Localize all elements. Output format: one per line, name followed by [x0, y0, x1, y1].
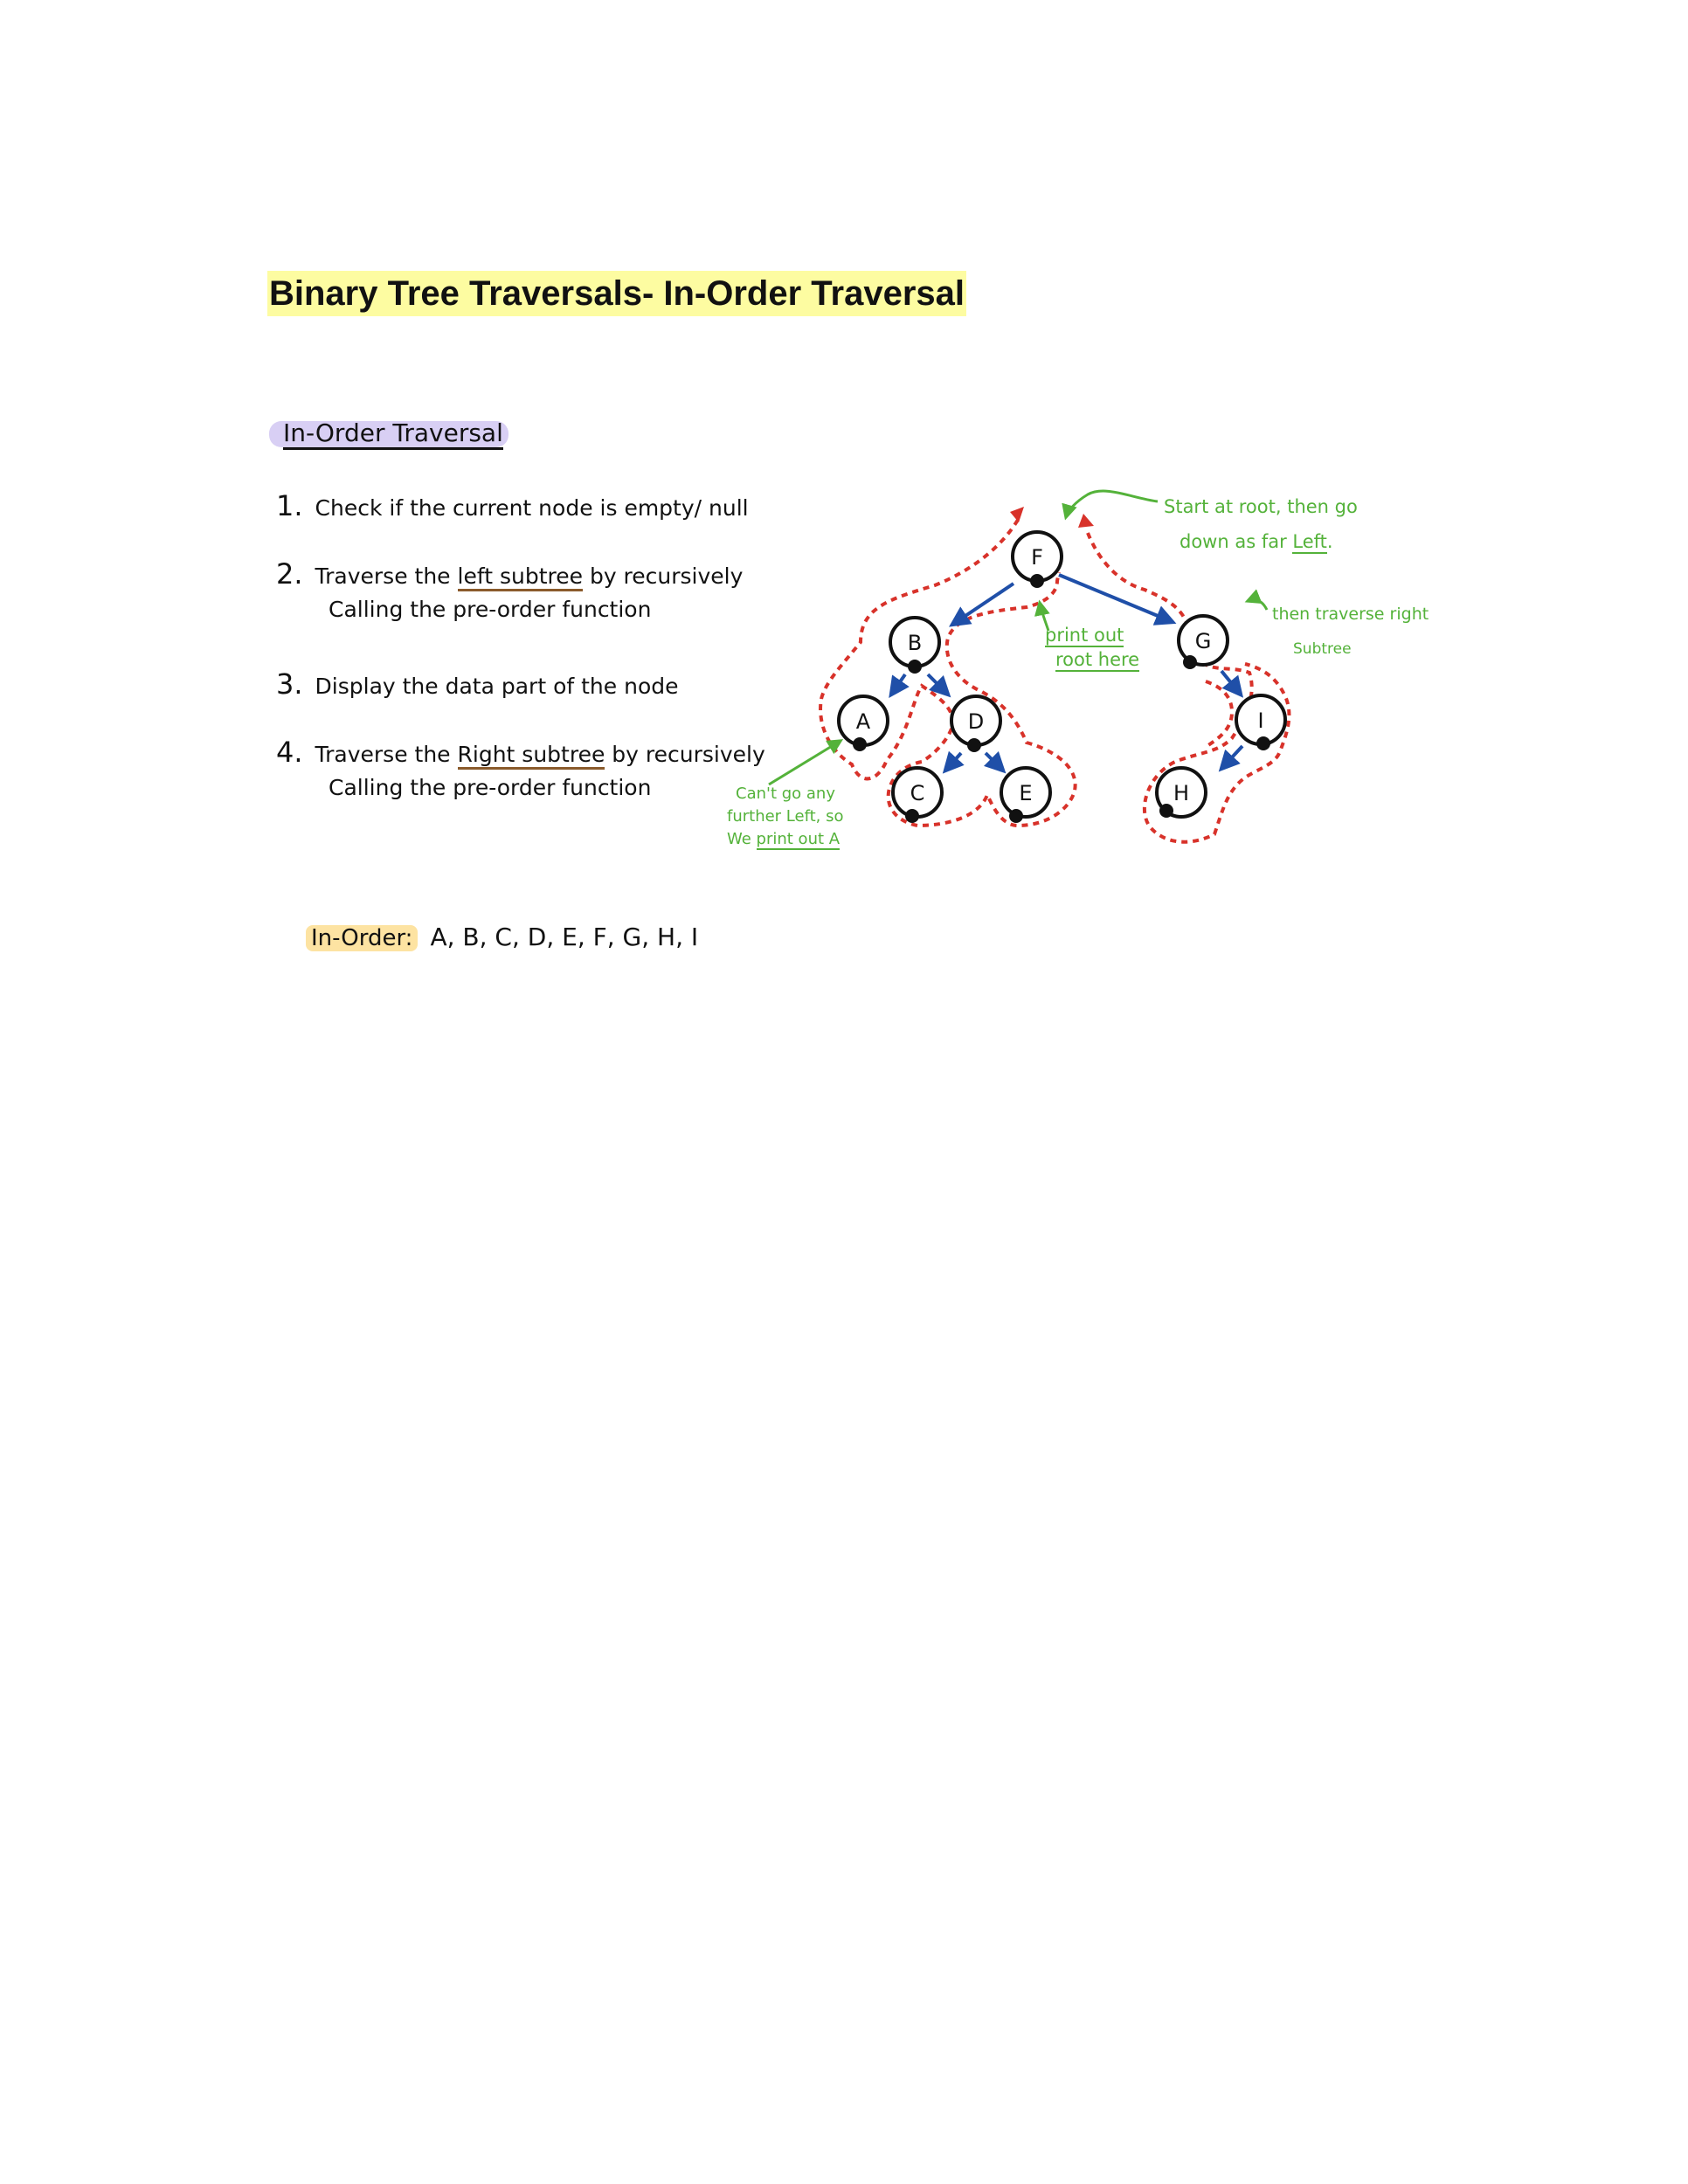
- annotation-cant-go-2: [727, 805, 844, 828]
- edge-f-b: [952, 584, 1013, 625]
- node-label: C: [910, 781, 925, 805]
- tree-node-a: [839, 696, 888, 751]
- page-title: Binary Tree Traversals- In-Order Traversal: [267, 271, 966, 316]
- tree-node-d: [951, 696, 1000, 752]
- annotation-right-line1: then traverse right: [1272, 605, 1429, 624]
- step-text: Check if the current node is empty/ null: [315, 495, 749, 521]
- node-label: A: [855, 709, 871, 734]
- node-label: D: [967, 709, 985, 734]
- annotation-print-root-line1: print out: [1045, 625, 1124, 646]
- tree-node-e: [1001, 768, 1050, 823]
- step-number: 4.: [276, 736, 303, 769]
- cant-go-arrow: [769, 741, 841, 784]
- edge-i-h: [1221, 746, 1242, 769]
- annotation-left-link: Left: [1292, 531, 1327, 552]
- start-arrow: [1066, 491, 1158, 517]
- tree-node-c: [893, 768, 942, 823]
- node-label: E: [1019, 781, 1033, 805]
- node-label: I: [1257, 708, 1264, 733]
- annotation-right: [1272, 601, 1429, 627]
- node-label: F: [1031, 545, 1043, 570]
- node-label: H: [1173, 781, 1190, 805]
- node-label: G: [1194, 629, 1212, 653]
- traversal-path-right-inner: [1206, 681, 1232, 747]
- step-text: by recursively: [583, 563, 744, 589]
- annotation-cant-line2: further Left, so: [727, 807, 844, 826]
- tree-node-b: [890, 618, 939, 674]
- result-label: In-Order:: [306, 925, 418, 951]
- step-continuation: Calling the pre-order function: [329, 775, 652, 800]
- edge-d-e: [986, 753, 1003, 771]
- step-number: 3.: [276, 667, 303, 701]
- right-subtree-highlight: Right subtree: [458, 742, 605, 770]
- annotation-start-2: [1180, 529, 1333, 555]
- step-text: Traverse the: [315, 742, 458, 767]
- step-text: by recursively: [605, 742, 765, 767]
- edge-f-g: [1059, 575, 1173, 622]
- section-heading-text: In-Order Traversal: [283, 418, 503, 450]
- left-subtree-highlight: left subtree: [458, 563, 583, 591]
- in-order-result: [306, 922, 698, 954]
- path-arrowhead-right: [1078, 514, 1094, 528]
- step-text: Display the data part of the node: [315, 674, 679, 699]
- right-subtree-arrow: [1248, 599, 1267, 610]
- result-value: A, B, C, D, E, F, G, H, I: [430, 923, 699, 951]
- node-label: B: [907, 631, 923, 655]
- tree-node-i: [1236, 695, 1285, 750]
- annotation-print-root-2: [1055, 646, 1139, 673]
- tree-node-f: [1013, 532, 1062, 588]
- path-arrowhead-left: [1010, 507, 1024, 522]
- annotation-start-line2-end: .: [1326, 531, 1333, 552]
- annotation-right-line2: Subtree: [1293, 640, 1352, 658]
- edge-b-d: [928, 674, 948, 695]
- annotation-cant-line1: Can't go any: [736, 784, 835, 803]
- annotation-cant-go: [736, 783, 835, 805]
- annotation-print-a-link: print out A: [756, 830, 841, 848]
- step-text: Traverse the: [315, 563, 458, 589]
- annotation-right-2: [1293, 636, 1352, 662]
- step-continuation: Calling the pre-order function: [329, 597, 652, 622]
- annotation-cant-go-3: [727, 828, 840, 851]
- annotation-start-line2: down as far: [1180, 531, 1293, 552]
- edge-d-c: [945, 753, 961, 771]
- tree-node-g: [1179, 616, 1228, 669]
- tree-node-h: [1157, 768, 1206, 818]
- step-number: 1.: [276, 489, 303, 522]
- annotation-print-root-line2: root here: [1055, 649, 1140, 670]
- step-number: 2.: [276, 557, 303, 591]
- annotation-start: [1164, 494, 1358, 520]
- edge-g-i: [1221, 671, 1241, 695]
- edge-b-a: [891, 674, 905, 695]
- annotation-cant-line3: We: [727, 830, 757, 848]
- annotation-start-line1: Start at root, then go: [1164, 496, 1358, 517]
- annotation-print-root: [1045, 622, 1124, 648]
